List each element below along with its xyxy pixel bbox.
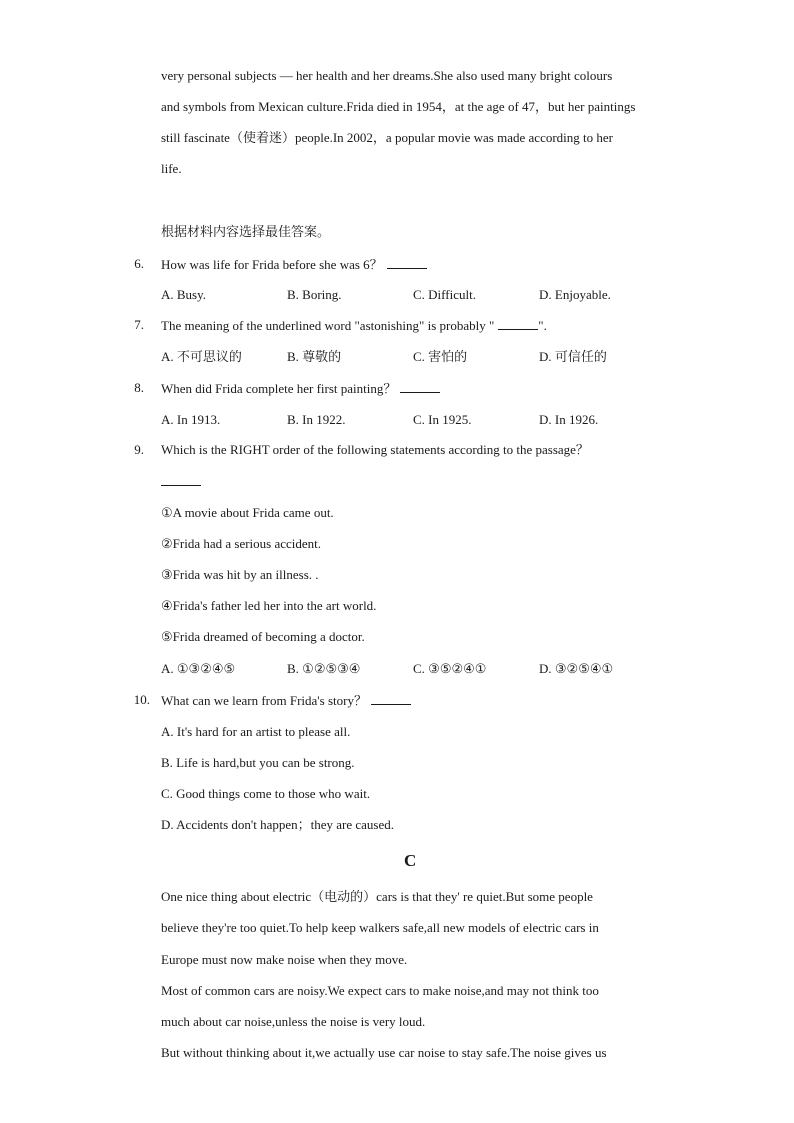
passage-line: and symbols from Mexican culture.Frida died in 1954，at the age of 47，but her paintings — [161, 99, 636, 114]
option-c[interactable]: C. In 1925. — [413, 412, 472, 427]
passage-line: much about car noise,unless the noise is very loud. — [161, 1014, 426, 1029]
option-d[interactable]: D. Accidents don't happen；they are caused. — [161, 817, 395, 832]
option-d[interactable]: D. Enjoyable. — [539, 287, 611, 302]
option-c[interactable]: C. Difficult. — [413, 287, 476, 302]
answer-blank[interactable] — [400, 380, 440, 393]
statement: ③Frida was hit by an illness. . — [161, 567, 319, 582]
question-number: 8. — [134, 380, 144, 395]
answer-blank[interactable] — [498, 317, 538, 330]
option-c[interactable]: C. 害怕的 — [413, 349, 468, 364]
option-b[interactable]: B. 尊敬的 — [287, 349, 342, 364]
passage-line: still fascinate（使着迷）people.In 2002，a popular movie was made according to her — [161, 130, 613, 145]
answer-blank[interactable] — [387, 256, 427, 269]
option-a[interactable]: A. In 1913. — [161, 412, 221, 427]
option-c[interactable]: C. Good things come to those who wait. — [161, 786, 371, 801]
option-b[interactable]: B. In 1922. — [287, 412, 346, 427]
section-heading: C — [404, 851, 417, 870]
passage-line: Europe must now make noise when they move. — [161, 952, 408, 967]
passage-line: life. — [161, 161, 182, 176]
question-stem: What can we learn from Frida's story？ — [161, 693, 367, 708]
passage-line: believe they're too quiet.To help keep walkers safe,all new models of electric cars in — [161, 920, 599, 935]
answer-blank[interactable] — [371, 692, 411, 705]
question-number: 9. — [134, 442, 144, 457]
option-a[interactable]: A. Busy. — [161, 287, 207, 302]
question-text — [161, 256, 427, 273]
passage-line: One nice thing about electric（电动的）cars is that they' re quiet.But some people — [161, 889, 593, 904]
statement: ⑤Frida dreamed of becoming a doctor. — [161, 629, 365, 644]
question-text — [161, 380, 440, 397]
question-number: 10. — [133, 692, 150, 707]
passage-line: very personal subjects — her health and her dreams.She also used many bright colours — [161, 68, 613, 83]
question-text — [161, 317, 547, 334]
question-number: 7. — [134, 317, 144, 332]
option-d[interactable]: D. In 1926. — [539, 412, 599, 427]
instruction-text: 根据材料内容选择最佳答案。 — [161, 224, 331, 239]
passage-line: Most of common cars are noisy.We expect cars to make noise,and may not think too — [161, 983, 599, 998]
statement: ①A movie about Frida came out. — [161, 505, 334, 520]
option-d[interactable]: D. 可信任的 — [539, 349, 607, 364]
question-text-cont — [161, 473, 201, 490]
question-stem: When did Frida complete her first painting？ — [161, 381, 397, 396]
question-stem-end: ". — [538, 318, 547, 333]
option-a[interactable]: A. ①③②④⑤ — [161, 661, 236, 676]
question-stem: The meaning of the underlined word "astonishing" is probably " — [161, 318, 495, 333]
answer-blank[interactable] — [161, 473, 201, 486]
option-b[interactable]: B. ①②⑤③④ — [287, 661, 361, 676]
question-text — [161, 692, 411, 709]
statement: ②Frida had a serious accident. — [161, 536, 322, 551]
option-a[interactable]: A. 不可思议的 — [161, 349, 242, 364]
question-number: 6. — [134, 256, 144, 271]
option-c[interactable]: C. ③⑤②④① — [413, 661, 487, 676]
question-text: Which is the RIGHT order of the following statements according to the passage？ — [161, 442, 589, 457]
option-b[interactable]: B. Life is hard,but you can be strong. — [161, 755, 355, 770]
statement: ④Frida's father led her into the art world. — [161, 598, 377, 613]
option-b[interactable]: B. Boring. — [287, 287, 342, 302]
passage-line: But without thinking about it,we actually use car noise to stay safe.The noise gives us — [161, 1045, 607, 1060]
option-a[interactable]: A. It's hard for an artist to please all. — [161, 724, 351, 739]
option-d[interactable]: D. ③②⑤④① — [539, 661, 614, 676]
question-stem: How was life for Frida before she was 6？ — [161, 257, 383, 272]
